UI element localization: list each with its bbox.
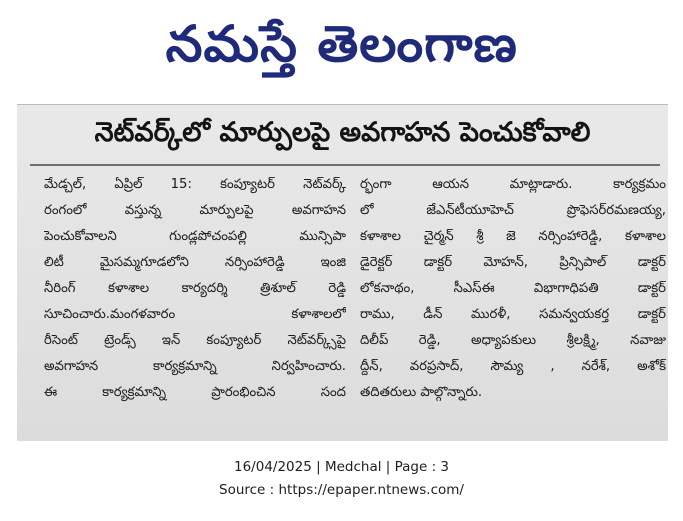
article-line: మేడ్చల్, ఏప్రిల్ 15: కంప్యూటర్ నెట్‌వర్క్ xyxy=(44,177,346,192)
article-line: లోకనాథం, సీఎస్ఈ విభాగాధిపతి డాక్టర్ xyxy=(360,281,666,296)
footer-source-line: Source : https://epaper.ntnews.com/ xyxy=(219,482,464,498)
article-headline: నెట్‌వర్క్‌లో మార్పులపై అవగాహన పెంచుకోవాలి xyxy=(94,117,591,148)
article-line: లిటీ మైసమ్మగూడలోని నర్సింహారెడ్డి ఇంజి xyxy=(44,255,346,270)
masthead-logo xyxy=(0,0,683,100)
article-line: రంగంలో వస్తున్న మార్పులపై అవగాహన xyxy=(44,203,346,218)
article-line: సూచించారు.మంగళవారం కళాశాలలో xyxy=(44,307,346,322)
article-line: అవగాహన కార్యక్రమాన్ని నిర్వహించారు. xyxy=(44,359,346,374)
headline-divider xyxy=(30,164,660,166)
article-line: తదితరులు పాల్గొన్నారు. xyxy=(360,385,483,400)
article-line: ద్దీన్, వరప్రసాద్, సౌమ్య , నరేశ్, అశోక్ xyxy=(360,359,666,374)
article-line: ఈ కార్యక్రమాన్ని ప్రారంభించిన సంద xyxy=(44,385,346,400)
article-line: నీరింగ్ కళాశాల కార్యదర్శి త్రిశూల్ రెడ్డి xyxy=(44,281,346,296)
article-line: కళాశాల చైర్మన్ శ్రీ జె నర్సింహారెడ్డి, కళాశాల xyxy=(360,229,666,244)
article-line: రాము, డీన్ మురళీ, సమన్వయకర్త డాక్టర్ xyxy=(360,307,666,322)
article-line: పెంచుకోవాలని గుండ్లపోచంపల్లి మున్సిపా xyxy=(44,229,346,244)
article-line: ర్భంగా ఆయన మాట్లాడారు. కార్యక్రమం xyxy=(360,177,666,192)
article-line: రీసెంట్ ట్రెండ్స్ ఇన్ కంప్యూటర్ నెట్‌వర్క్స్‌పై xyxy=(44,333,346,348)
article-line: లో జేఎన్‌టీయూహెచ్ ప్రొఫెసర్‌రమణయ్య, xyxy=(360,203,666,218)
footer-date-line: 16/04/2025 | Medchal | Page : 3 xyxy=(234,459,449,475)
article-line: దిలీప్ రెడ్డి, అధ్యాపకులు శ్రీలక్ష్మి, నవాజు xyxy=(360,333,666,348)
masthead-title: నమస్తే తెలంగాణ xyxy=(165,14,518,73)
article-column-left xyxy=(44,172,346,406)
article-column-right xyxy=(360,172,666,406)
article-line: డైరెక్టర్ డాక్టర్ మోహన్, ప్రిన్సిపాల్ డాక్టర్ xyxy=(360,255,666,270)
